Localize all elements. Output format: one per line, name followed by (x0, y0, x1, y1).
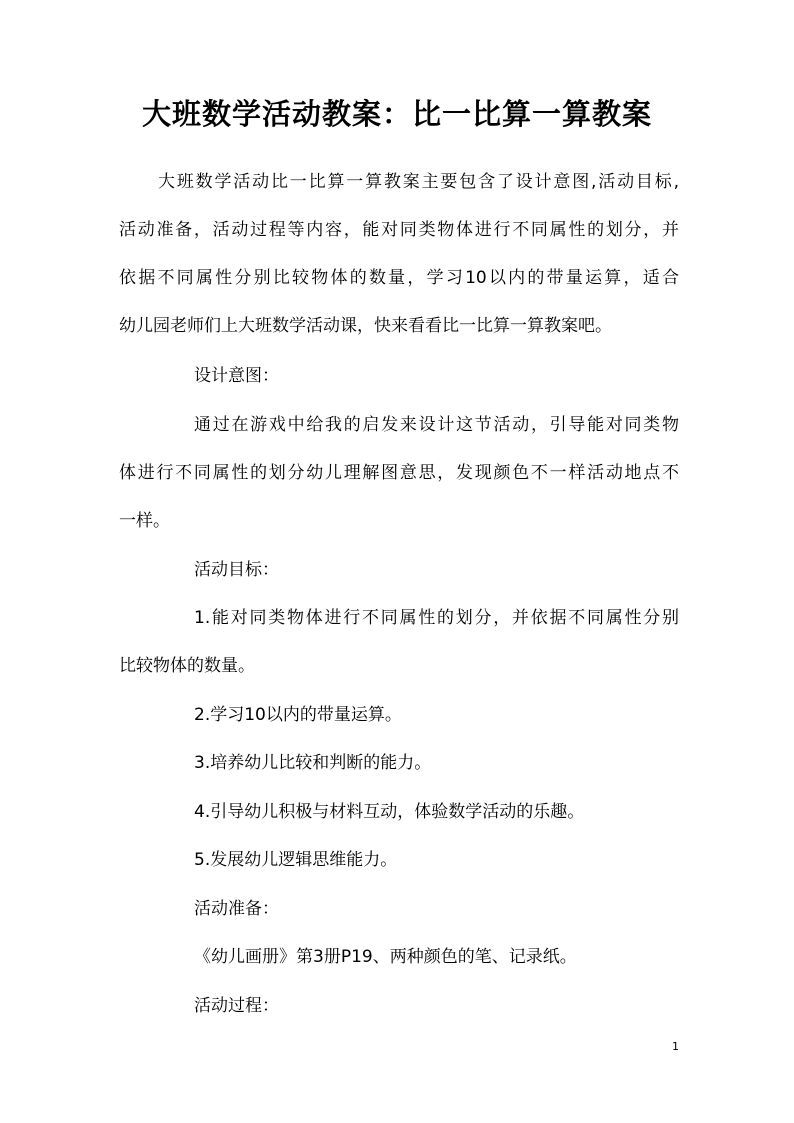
goal-2: 2.学习10以内的带量运算。 (194, 705, 402, 725)
page-number: 1 (672, 1040, 679, 1053)
document-title: 大班数学活动教案：比一比算一算教案 (141, 97, 652, 131)
design-line-2: 体进行不同属性的划分幼儿理解图意思，发现颜色不一样活动地点不 (119, 463, 679, 483)
goals-heading: 活动目标： (194, 560, 279, 580)
design-line-3: 一样。 (119, 511, 170, 531)
goal-5: 5.发展幼儿逻辑思维能力。 (194, 850, 398, 870)
intro-line-4: 幼儿园老师们上大班数学活动课，快来看看比一比算一算教案吧。 (119, 316, 612, 336)
goal-4: 4.引导幼儿积极与材料互动，体验数学活动的乐趣。 (194, 802, 585, 822)
goal-1-line-1: 1.能对同类物体进行不同属性的划分，并依据不同属性分别 (194, 608, 679, 628)
goal-3: 3.培养幼儿比较和判断的能力。 (194, 753, 432, 773)
process-heading: 活动过程： (194, 996, 279, 1016)
intro-line-2: 活动准备，活动过程等内容，能对同类物体进行不同属性的划分，并 (119, 220, 679, 240)
design-line-1: 通过在游戏中给我的启发来设计这节活动，引导能对同类物 (194, 415, 679, 435)
intro-line-1: 大班数学活动比一比算一算教案主要包含了设计意图,活动目标, (158, 172, 679, 192)
design-heading: 设计意图： (194, 366, 279, 386)
prep-text: 《幼儿画册》第3册P19、两种颜色的笔、记录纸。 (194, 947, 577, 967)
goal-1-line-2: 比较物体的数量。 (119, 656, 255, 676)
intro-line-3: 依据不同属性分别比较物体的数量，学习10以内的带量运算，适合 (119, 268, 679, 288)
prep-heading: 活动准备： (194, 899, 279, 919)
